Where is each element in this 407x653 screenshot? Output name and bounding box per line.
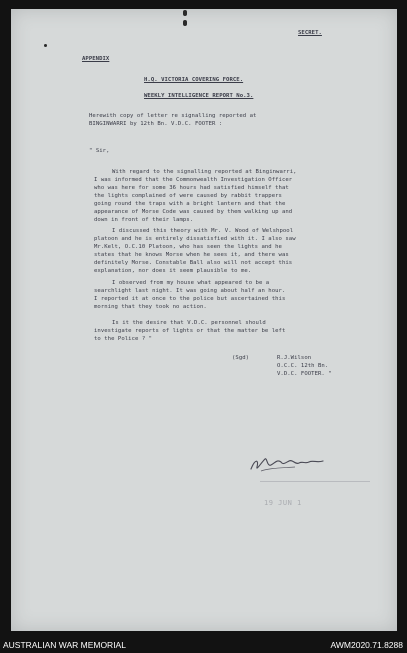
footer-accession-number: AWM2020.71.8288 bbox=[330, 640, 403, 650]
text-line: states that he knows Morse when he sees it, and there was bbox=[94, 252, 289, 258]
footer-institution: AUSTRALIAN WAR MEMORIAL bbox=[3, 640, 126, 650]
document-heading: H.Q. VICTORIA COVERING FORCE. bbox=[144, 77, 244, 83]
salutation: " Sir, bbox=[89, 148, 110, 154]
text-line: I reported it at once to the police but ascertained this bbox=[94, 296, 286, 302]
text-line: to the Police ? " bbox=[94, 336, 153, 342]
signed-label: (Sgd) bbox=[232, 355, 250, 361]
text-line: I discussed this theory with Mr. V. Wood of Welshpool bbox=[112, 228, 294, 234]
signatory-title: O.C.C. 12th Bn. bbox=[277, 363, 329, 369]
text-line: down in front of their lamps. bbox=[94, 217, 194, 223]
text-line: explanation, nor does it seem plausible to me. bbox=[94, 268, 252, 274]
text-line: appearance of Morse Code was caused by them walking up and bbox=[94, 209, 293, 215]
text-line: who was here for some 36 hours had satisfied himself that bbox=[94, 185, 289, 191]
text-line: With regard to the signalling reported at Binginwarri, bbox=[112, 169, 297, 175]
text-line: Is it the desire that V.D.C. personnel should bbox=[112, 320, 266, 326]
classification-marking: SECRET. bbox=[298, 30, 322, 36]
text-line: I observed from my house what appeared to be a bbox=[112, 280, 270, 286]
intro-line: Herewith copy of letter re signalling reported at bbox=[89, 113, 257, 119]
document-page bbox=[11, 9, 397, 631]
text-line: investigate reports of lights or that the matter be left bbox=[94, 328, 286, 334]
punch-mark bbox=[44, 44, 47, 47]
received-stamp bbox=[260, 475, 376, 519]
text-line: the lights complained of were caused by rabbit trappers bbox=[94, 193, 282, 199]
appendix-label: APPENDIX bbox=[82, 56, 110, 62]
report-title: WEEKLY INTELLIGENCE REPORT No.3. bbox=[144, 93, 254, 99]
intro-line: BINGINWARRI by 12th Bn. V.D.C. FOOTER : bbox=[89, 121, 223, 127]
signatory-name: R.J.Wilson bbox=[277, 355, 312, 361]
staple-hole bbox=[183, 20, 187, 26]
text-line: going round the traps with a bright lantern and that the bbox=[94, 201, 286, 207]
text-line: platoon and he is entirely dissatisfied with it. I also saw bbox=[94, 236, 296, 242]
text-line: searchlight last night. It was going about half an hour. bbox=[94, 288, 286, 294]
staple-hole bbox=[183, 10, 187, 16]
handwritten-signature bbox=[247, 453, 327, 475]
text-line: Mr.Kelt, O.C.10 Platoon, who has seen the lights and he bbox=[94, 244, 282, 250]
text-line: morning that they took no action. bbox=[94, 304, 207, 310]
text-line: definitely Morse. Constable Ball also will not accept this bbox=[94, 260, 293, 266]
stamp-date: 19 JUN 1 bbox=[264, 499, 302, 507]
text-line: I was informed that the Commonwealth Investigation Officer bbox=[94, 177, 293, 183]
signatory-unit: V.D.C. FOOTER. " bbox=[277, 371, 332, 377]
